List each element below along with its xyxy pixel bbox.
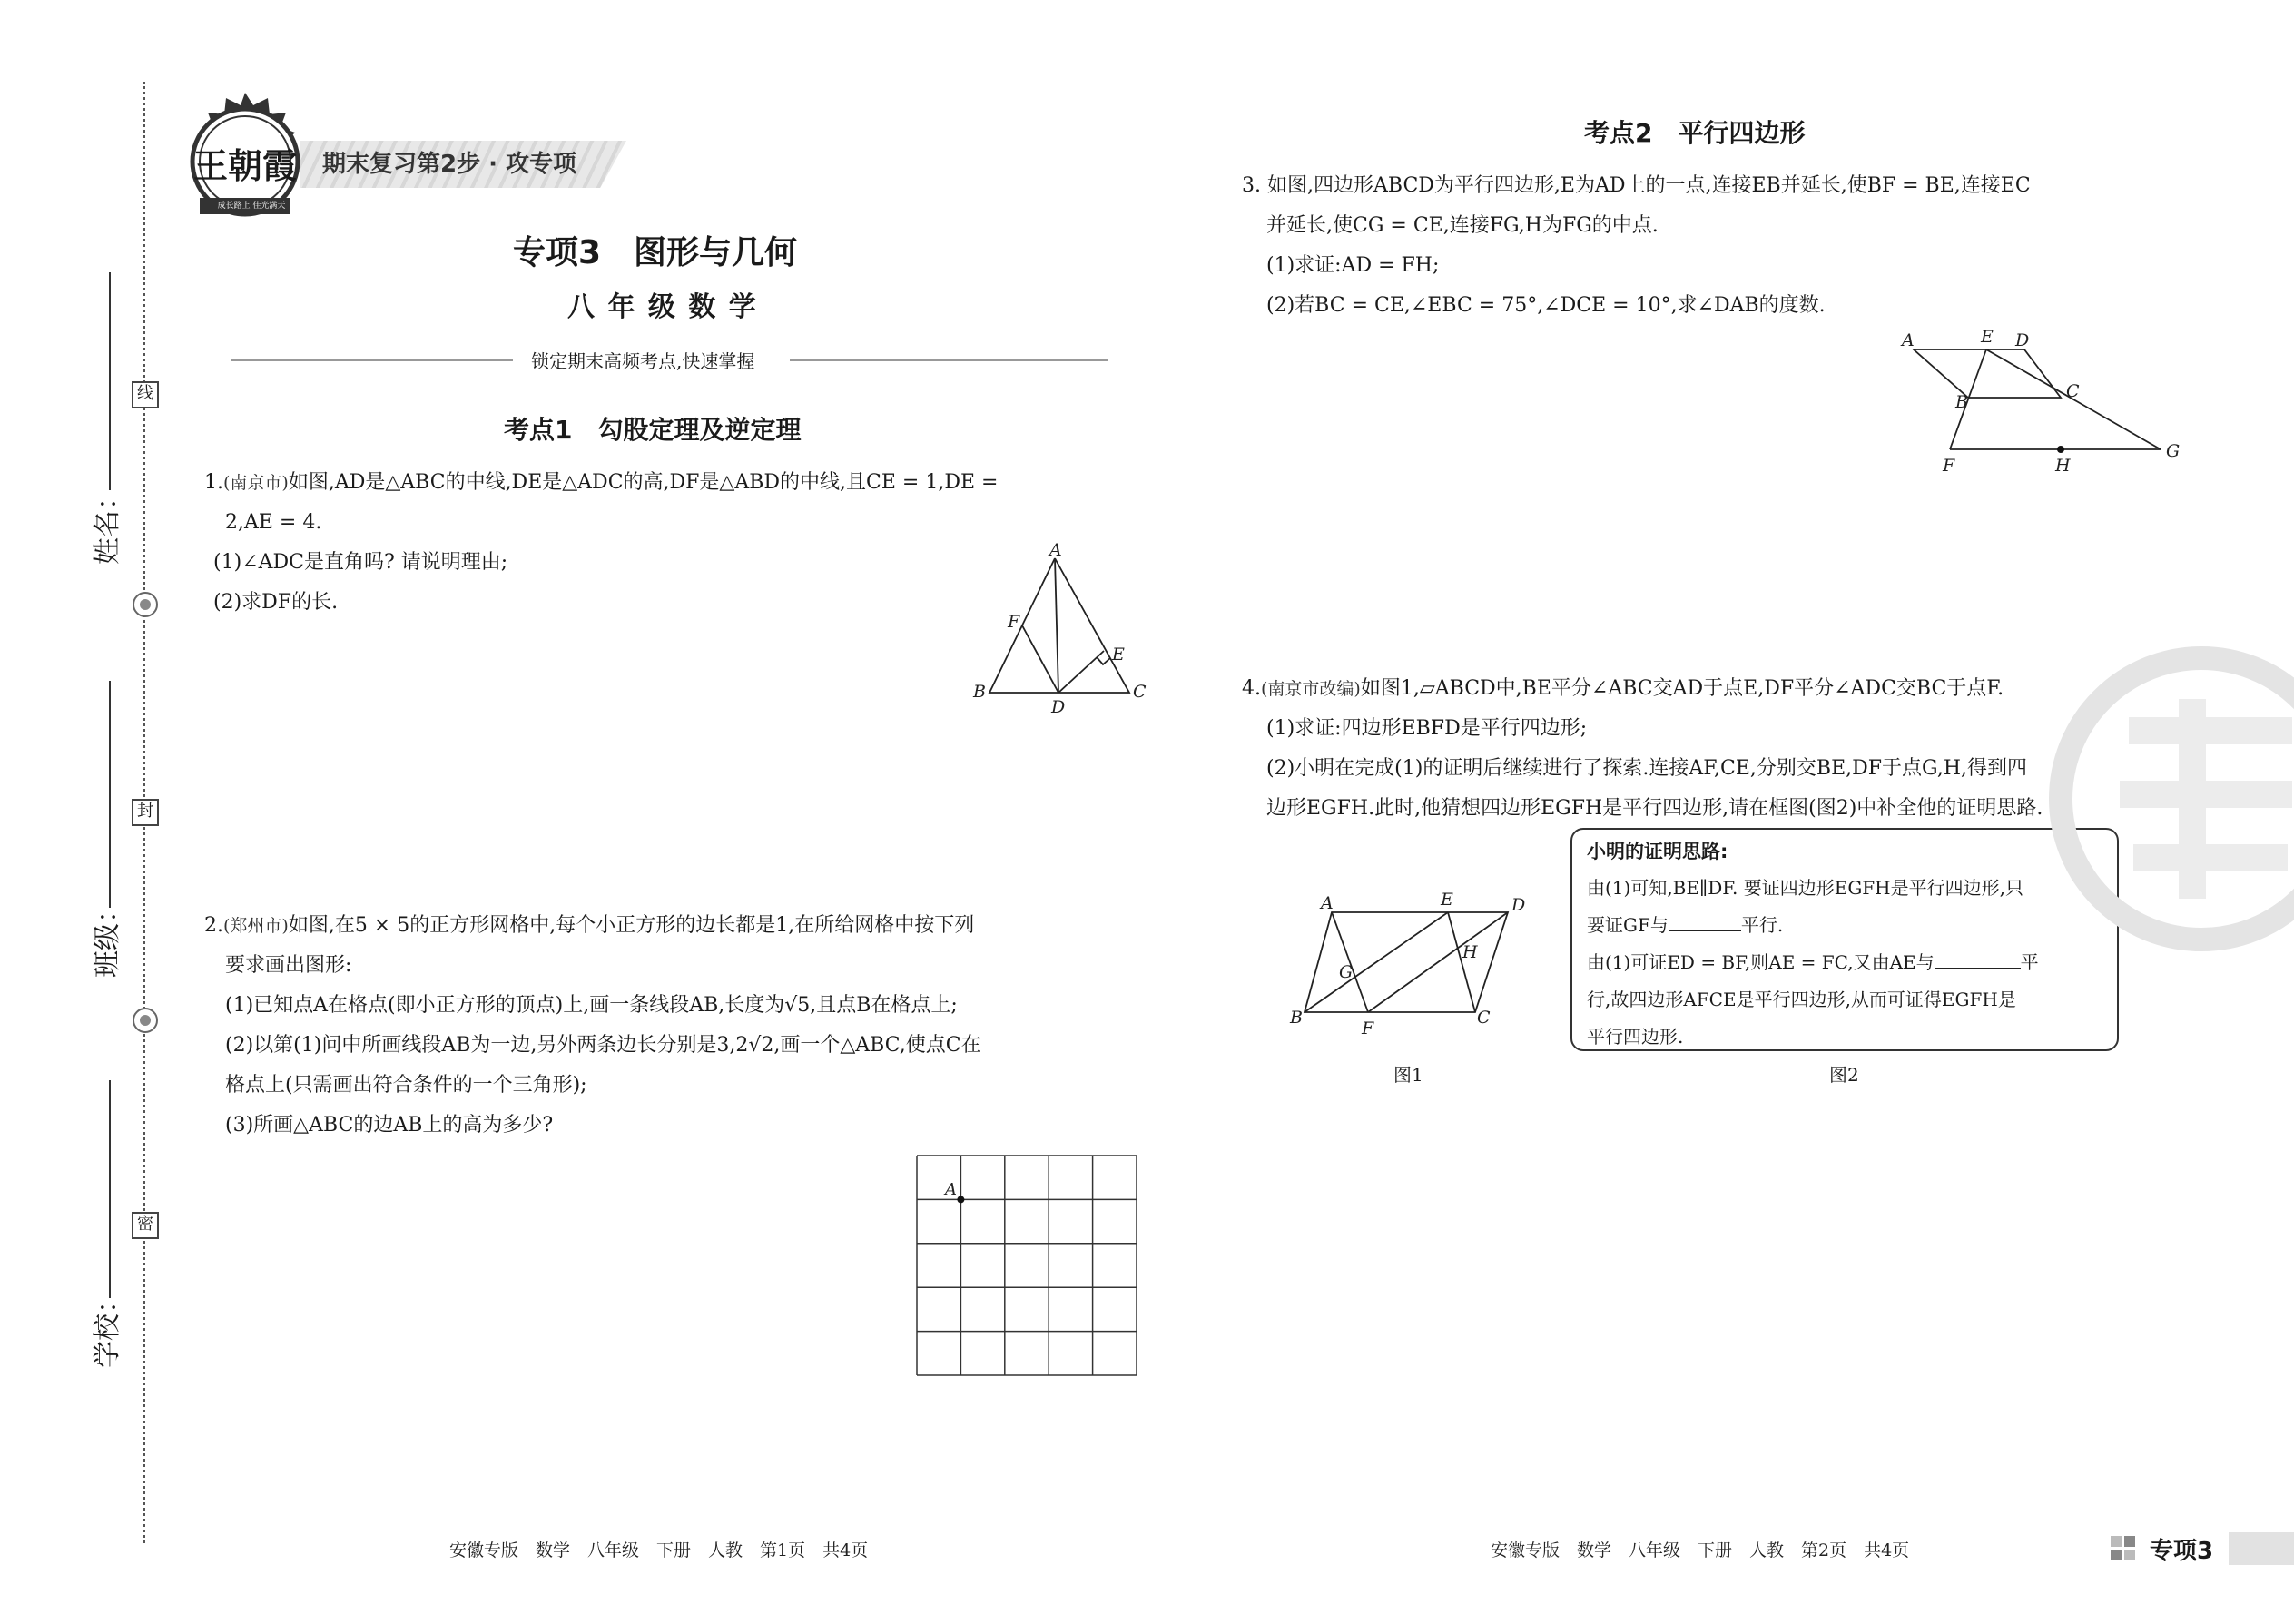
footer-right: 安徽专版 数学 八年级 下册 人教 第2页 共4页 xyxy=(1491,1540,1910,1560)
q4-text: 4.(南京市改编)如图1,▱ABCD中,BE平分∠ABC交AD于点E,DF平分∠ADC交BC于点F. xyxy=(1242,677,2004,700)
q3-label: H xyxy=(2055,456,2071,476)
q4-label: D xyxy=(1511,895,1526,915)
q1-label: C xyxy=(1133,682,1147,702)
q3-text: 3. 如图,四边形ABCD为平行四边形,E为AD上的一点,连接EB并延长,使BF = BE,连接EC xyxy=(1242,174,2031,197)
q2-part2: (2)以第(1)问中所画线段AB为一边,另外两条边长分别是3,2√2,画一个△ABC,使点C在 xyxy=(225,1034,981,1057)
q4-label: A xyxy=(1321,893,1334,913)
logo-subtext: 成长路上 佳光满天 xyxy=(217,202,286,211)
q3-label: E xyxy=(1981,327,1994,347)
q4-label: B xyxy=(1290,1008,1303,1028)
seal-char-xian: 线 xyxy=(132,381,159,408)
proof-line: 由(1)可证ED = BF,则AE = FC,又由AE与 平 xyxy=(1587,951,2039,973)
q3-label: C xyxy=(2066,381,2080,401)
q4-fig1-caption: 图1 xyxy=(1393,1064,1423,1086)
q2-part2-cont: 格点上(只需画出符合条件的一个三角形); xyxy=(225,1074,587,1097)
q1-part2: (2)求DF的长. xyxy=(213,591,339,614)
q4-figure1 xyxy=(1285,885,1539,1039)
q1-label: F xyxy=(1008,612,1020,632)
tagline: 锁定期末高频考点,快速掌握 xyxy=(531,350,755,372)
q2-part1: (1)已知点A在格点(即小正方形的顶点)上,画一条线段AB,长度为√5,且点B在格点上; xyxy=(225,994,958,1017)
class-label: 班级： xyxy=(92,896,123,978)
q4-part1: (1)求证:四边形EBFD是平行四边形; xyxy=(1266,717,1588,740)
footer-left: 安徽专版 数学 八年级 下册 人教 第1页 共4页 xyxy=(449,1540,869,1560)
q1-label: E xyxy=(1112,645,1125,664)
binding-hole-icon xyxy=(133,1008,158,1033)
proof-title: 小明的证明思路: xyxy=(1587,841,1728,862)
proof-line: 要证GF与 平行. xyxy=(1587,914,1784,936)
q4-label: H xyxy=(1462,942,1478,962)
q2-part3: (3)所画△ABC的边AB上的高为多少? xyxy=(225,1114,554,1137)
q3-part1: (1)求证:AD = FH; xyxy=(1266,254,1440,277)
q1-part1: (1)∠ADC是直角吗? 请说明理由; xyxy=(213,551,508,574)
name-underline xyxy=(109,272,111,490)
q1-label: D xyxy=(1051,697,1066,717)
q1-label: B xyxy=(973,682,986,702)
proof-blank-2[interactable] xyxy=(1935,951,2021,969)
q2-text-line2: 要求画出图形: xyxy=(225,954,352,977)
seal-char-feng: 封 xyxy=(132,799,159,826)
q4-fig2-caption: 图2 xyxy=(1829,1064,1859,1086)
q3-label: B xyxy=(1955,392,1968,412)
q2-grid-figure xyxy=(912,1153,1148,1380)
proof-blank-1[interactable] xyxy=(1669,914,1741,931)
proof-line: 平行四边形. xyxy=(1587,1026,1684,1048)
corner-squares-icon xyxy=(2111,1536,2138,1563)
q1-text: 1.(南京市)如图,AD是△ABC的中线,DE是△ADC的高,DF是△ABD的中线,且CE = 1,DE = xyxy=(204,471,999,494)
logo-text: 王朝霞 xyxy=(193,145,298,186)
q4-source-tag: (南京市改编) xyxy=(1261,679,1361,699)
q3-label: G xyxy=(2166,441,2181,461)
header-banner-text: 期末复习第2步 · 攻专项 xyxy=(322,151,577,178)
q1-triangle-figure xyxy=(962,540,1153,722)
q4-label: C xyxy=(1477,1008,1491,1028)
watermark-stamp-icon xyxy=(2020,635,2294,962)
q1-text-line2: 2,AE = 4. xyxy=(225,511,322,534)
school-label: 学校： xyxy=(92,1286,123,1368)
class-underline xyxy=(109,681,111,908)
page-title: 专项3 图形与几何 xyxy=(513,234,798,271)
q2-grid-label-a: A xyxy=(945,1180,957,1199)
q4-label: G xyxy=(1339,962,1354,982)
q2-text: 2.(郑州市)如图,在5 × 5的正方形网格中,每个小正方形的边长都是1,在所给网格中按下列 xyxy=(204,914,975,937)
proof-line: 由(1)可知,BE∥DF. 要证四边形EGFH是平行四边形,只 xyxy=(1587,877,2023,899)
name-label: 姓名： xyxy=(92,483,123,565)
q4-label: E xyxy=(1441,890,1453,910)
school-underline xyxy=(109,1080,111,1298)
section2-title: 考点2 平行四边形 xyxy=(1584,118,1806,148)
q3-label: F xyxy=(1943,456,1955,476)
binding-hole-icon xyxy=(133,592,158,617)
q4-part2-cont: 边形EGFH.此时,他猜想四边形EGFH是平行四边形,请在框图(图2)中补全他的证明思路. xyxy=(1266,797,2043,820)
q3-text-line2: 并延长,使CG = CE,连接FG,H为FG的中点. xyxy=(1266,214,1659,237)
q1-source-tag: (南京市) xyxy=(223,473,289,493)
section1-title: 考点1 勾股定理及逆定理 xyxy=(504,415,802,445)
q4-part2: (2)小明在完成(1)的证明后继续进行了探索.连接AF,CE,分别交BE,DF于点G,H,得到四 xyxy=(1266,757,2028,780)
q2-source-tag: (郑州市) xyxy=(223,916,289,936)
proof-line: 行,故四边形AFCE是平行四边形,从而可证得EGFH是 xyxy=(1587,989,2016,1010)
q3-part2: (2)若BC = CE,∠EBC = 75°,∠DCE = 10°,求∠DAB的度数. xyxy=(1266,294,1826,317)
tagline-rule-left xyxy=(231,359,513,361)
q4-label: F xyxy=(1362,1019,1374,1038)
q3-parallelogram-figure xyxy=(1897,322,2197,477)
page-subtitle: 八 年 级 数 学 xyxy=(567,291,758,323)
q3-label: A xyxy=(1902,330,1915,350)
corner-tag: 专项3 xyxy=(2150,1538,2214,1565)
q3-label: D xyxy=(2015,330,2030,350)
corner-bar xyxy=(2229,1532,2294,1565)
tagline-rule-right xyxy=(790,359,1108,361)
seal-char-mi: 密 xyxy=(132,1212,159,1239)
q1-label: A xyxy=(1049,540,1062,560)
